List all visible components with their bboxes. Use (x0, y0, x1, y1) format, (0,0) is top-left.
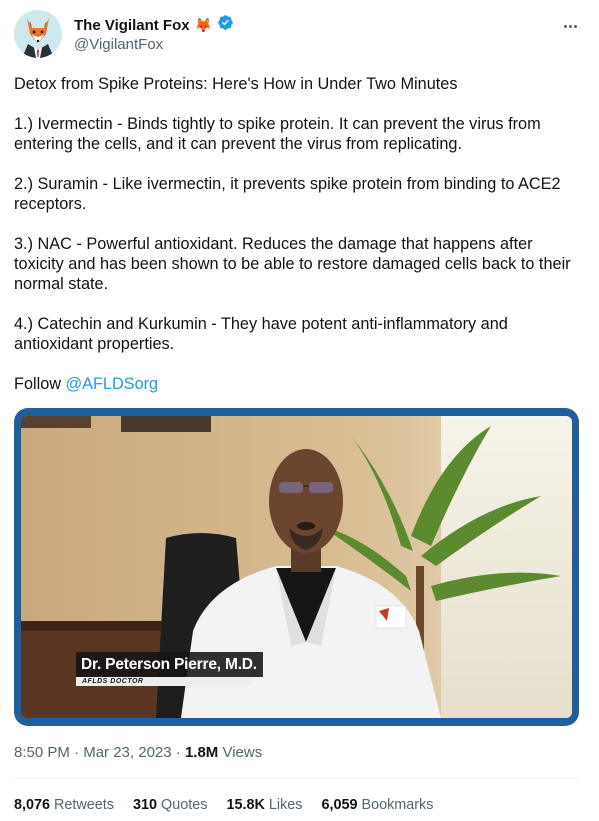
tweet-date[interactable]: Mar 23, 2023 (83, 744, 172, 761)
tweet-item-nac: 3.) NAC - Powerful antioxidant. Reduces the damage that happens after toxicity and has been shown to be able to restore damaged cells back to their normal state. (14, 235, 571, 293)
tweet-item-suramin: 2.) Suramin - Like ivermectin, it prevents spike protein from binding to ACE2 receptors. (14, 175, 561, 213)
bookmarks-stat[interactable]: 6,059 Bookmarks (321, 797, 434, 813)
tweet-title: Detox from Spike Proteins: Here's How in Under Two Minutes (14, 75, 458, 93)
retweets-stat[interactable]: 8,076 Retweets (14, 797, 115, 813)
author-handle[interactable]: @VigilantFox (74, 36, 164, 53)
likes-stat[interactable]: 15.8K Likes (226, 797, 303, 813)
tweet-follow-line (14, 374, 584, 394)
tweet-timestamp: 8:50 PM · Mar 23, 2023 · 1.8M Views (14, 744, 263, 761)
divider (14, 778, 580, 779)
speaker-title: AFLDS DOCTOR (76, 677, 251, 686)
tweet-header (14, 10, 586, 64)
video-frame[interactable] (21, 416, 572, 718)
tweet-body (14, 74, 584, 414)
speaker-lower-third (76, 652, 263, 686)
tweet-item-ivermectin: 1.) Ivermectin - Binds tightly to spike protein. It can prevent the virus from entering the cells, and it can prevent the virus from replicating. (14, 115, 541, 153)
more-options-icon[interactable] (558, 14, 582, 38)
tweet-item-catechin: 4.) Catechin and Kurkumin - They have potent anti-inflammatory and antioxidant properties. (14, 315, 508, 353)
tweet-time[interactable]: 8:50 PM (14, 744, 70, 761)
views-label: Views (222, 744, 263, 761)
author-display-name[interactable]: The Vigilant Fox (74, 16, 190, 34)
fox-emoji-icon: 🦊 (194, 17, 213, 33)
follow-prefix: Follow (14, 375, 66, 393)
verified-badge-icon (217, 14, 234, 36)
speaker-name: Dr. Peterson Pierre, M.D. (76, 652, 263, 677)
views-count: 1.8M (184, 744, 219, 761)
video-player[interactable] (14, 408, 579, 726)
quotes-stat[interactable]: 310 Quotes (133, 797, 208, 813)
fox-avatar[interactable] (14, 10, 62, 58)
engagement-stats (14, 797, 452, 813)
mention-link[interactable]: @AFLDSorg (65, 375, 159, 393)
